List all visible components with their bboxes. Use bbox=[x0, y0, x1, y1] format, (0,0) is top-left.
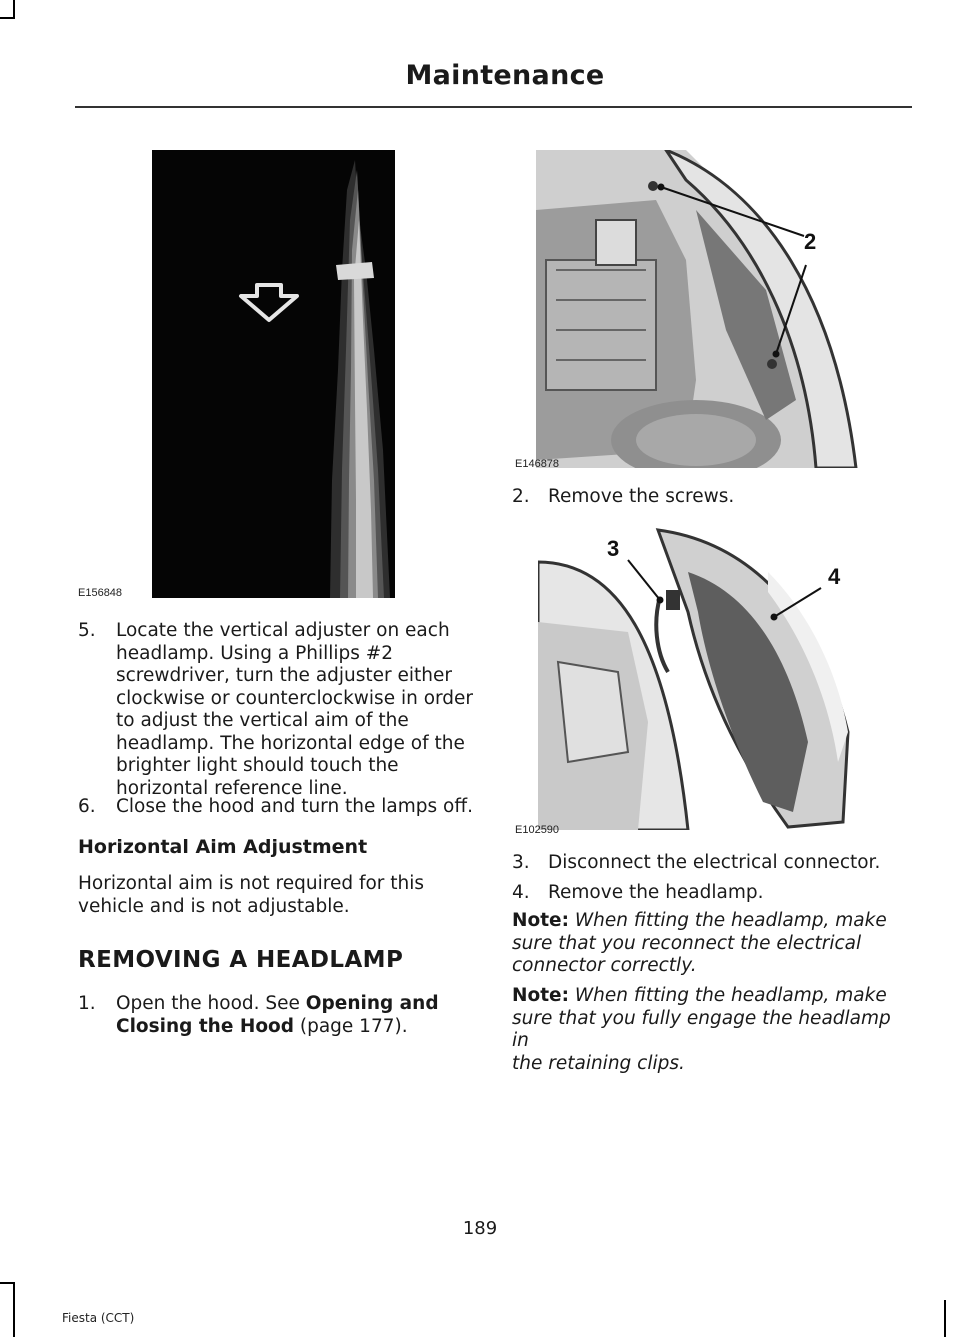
step-line: screwdriver, turn the adjuster either bbox=[116, 665, 453, 686]
step-number: 1. bbox=[78, 993, 96, 1014]
step-text: Remove the screws. bbox=[548, 486, 735, 507]
section-heading-removing-headlamp: REMOVING A HEADLAMP bbox=[78, 947, 404, 973]
step-line: horizontal reference line. bbox=[116, 777, 348, 799]
figure-headlamp-removal bbox=[538, 522, 862, 830]
step-line: Locate the vertical adjuster on each bbox=[116, 620, 450, 641]
step-number: 4. bbox=[512, 882, 530, 903]
crop-mark-bottom-right-v bbox=[944, 1300, 946, 1337]
figure-code: E156848 bbox=[78, 587, 123, 599]
figure-code: E102590 bbox=[515, 824, 560, 836]
note-1: Note: When fitting the headlamp, make sure that you reconnect the electrical connector correctly. bbox=[512, 910, 887, 976]
step-line: headlamp. Using a Phillips #2 bbox=[116, 642, 394, 664]
figure-headlamp-screws bbox=[536, 150, 862, 468]
page-number: 189 bbox=[462, 1218, 498, 1239]
step-line: clockwise or counterclockwise in order bbox=[116, 687, 474, 709]
crop-mark-top-left-h bbox=[0, 17, 15, 19]
crop-mark-top-left-v bbox=[13, 0, 15, 18]
step-number: 6. bbox=[78, 796, 96, 817]
figure-code: E146878 bbox=[515, 458, 560, 470]
step-line: Close the hood and turn the lamps off. bbox=[116, 796, 474, 817]
step-line: brighter light should touch the bbox=[116, 755, 399, 776]
note-2: Note: When fitting the headlamp, make sure that you fully engage the headlamp in the retaining clips. bbox=[512, 985, 891, 1074]
horizontal-aim-text: Horizontal aim is not required for this vehicle and is not adjustable. bbox=[78, 873, 425, 917]
step-text: Disconnect the electrical connector. bbox=[548, 852, 881, 873]
figure-headlamp-aim bbox=[152, 150, 395, 598]
link-opening-closing-hood[interactable]: Opening and bbox=[305, 993, 439, 1014]
step-5 bbox=[78, 620, 488, 810]
section-heading-horizontal-aim: Horizontal Aim Adjustment bbox=[78, 836, 368, 858]
link-opening-closing-hood-cont[interactable]: Closing the Hood bbox=[116, 1015, 294, 1037]
header-rule bbox=[75, 106, 912, 108]
step-number: 3. bbox=[512, 852, 530, 873]
callout-4: 4 bbox=[828, 564, 841, 589]
step-number: 2. bbox=[512, 486, 530, 507]
callout-3: 3 bbox=[607, 536, 620, 561]
footer-model: Fiesta (CCT) bbox=[62, 1311, 135, 1325]
step-line: headlamp. The horizontal edge of the bbox=[116, 732, 465, 754]
step-number: 5. bbox=[78, 620, 96, 641]
crop-mark-bottom-left-h bbox=[0, 1282, 15, 1284]
crop-mark-bottom-left-v bbox=[13, 1282, 15, 1337]
page-title: Maintenance bbox=[405, 60, 605, 91]
step-line: to adjust the vertical aim of the bbox=[116, 710, 409, 731]
callout-2: 2 bbox=[804, 229, 817, 254]
step-text: Remove the headlamp. bbox=[548, 882, 764, 903]
